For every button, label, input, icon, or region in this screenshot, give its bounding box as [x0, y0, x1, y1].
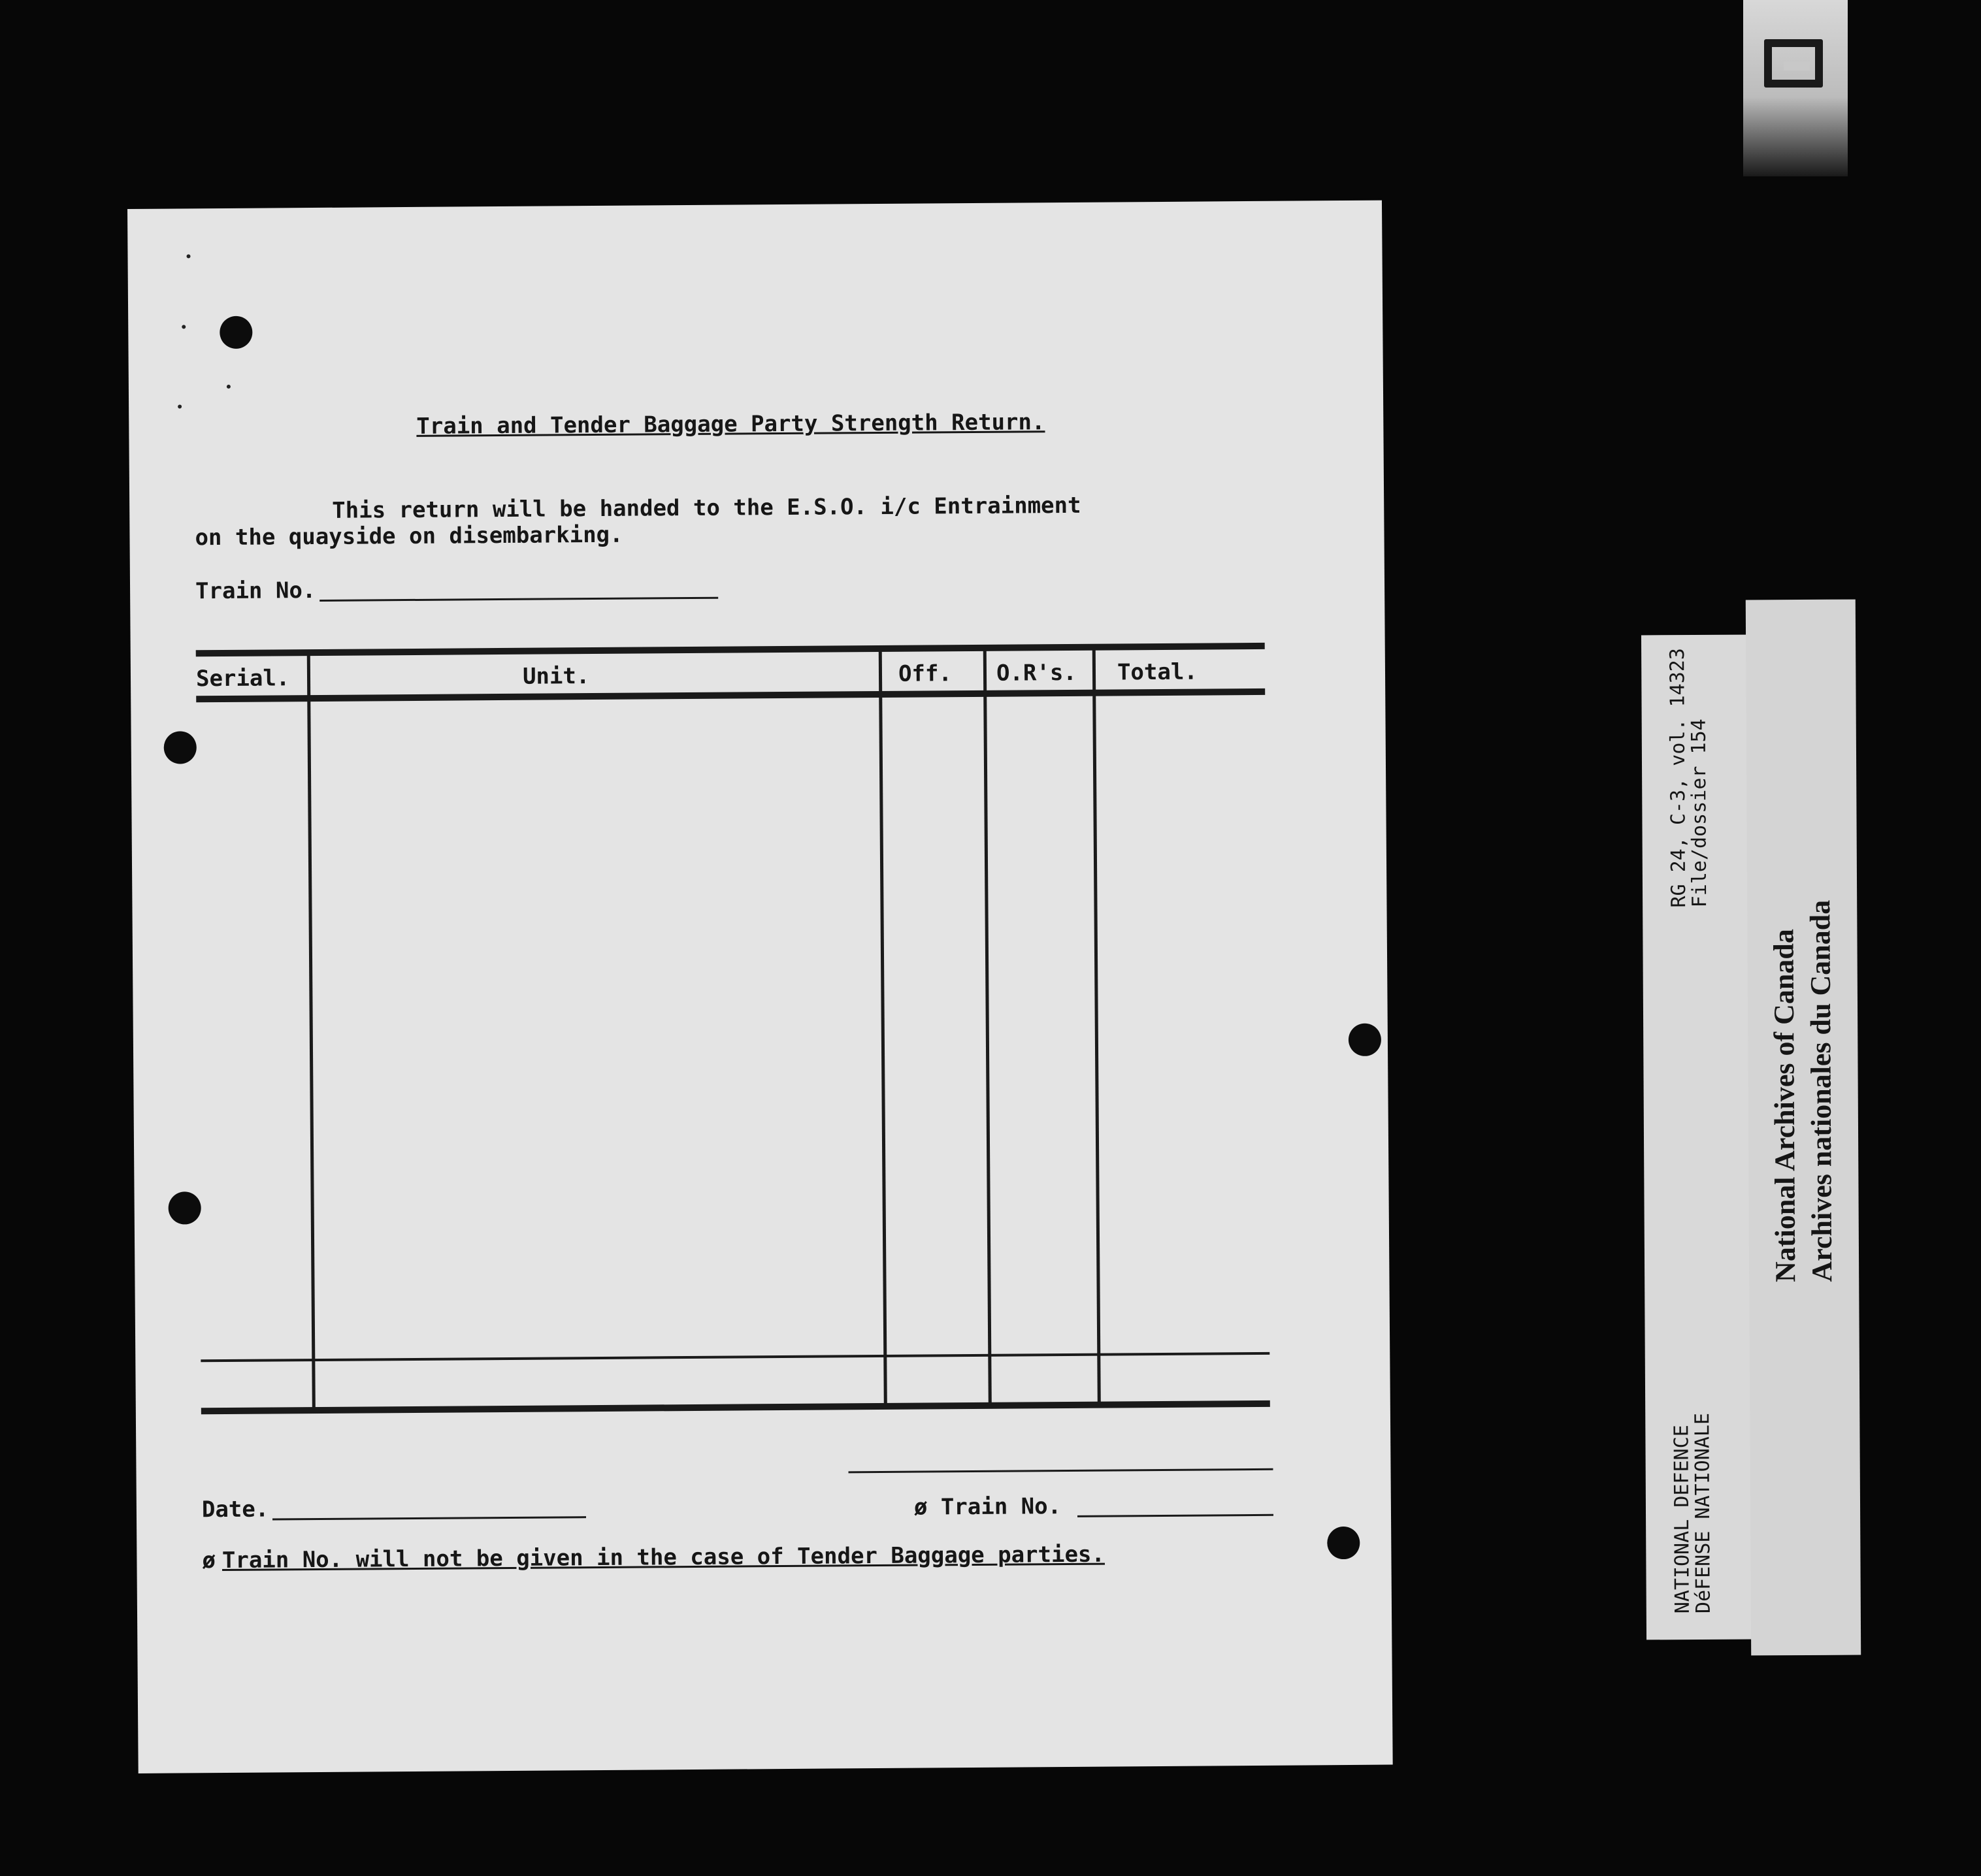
- train-no-label: Train No.: [195, 577, 316, 605]
- speck: [182, 325, 186, 329]
- column-header-ors: O.R's.: [996, 659, 1077, 687]
- frame-number-glyph: [1764, 39, 1823, 88]
- table-top-rule: [196, 643, 1265, 656]
- footnote-text: Train No. will not be given in the case of Tender Baggage parties.: [221, 1541, 1105, 1574]
- instruction-line-1: This return will be handed to the E.S.O. i/c Entrainment: [332, 492, 1081, 524]
- speck: [186, 254, 190, 258]
- column-header-serial: Serial.: [195, 665, 290, 692]
- column-divider: [1092, 647, 1101, 1404]
- table-total-rule: [201, 1352, 1269, 1362]
- punch-hole: [1349, 1024, 1381, 1056]
- train-no-marked-label: [914, 1493, 1061, 1521]
- table-bottom-rule: [201, 1400, 1270, 1414]
- column-divider: [307, 652, 316, 1410]
- table-header-rule: [196, 688, 1265, 702]
- punch-hole: [164, 731, 197, 764]
- column-divider: [983, 647, 992, 1405]
- dagger-mark: ø: [202, 1547, 216, 1574]
- dagger-mark: ø: [913, 1494, 928, 1521]
- archives-name-label: National Archives of Canada Archives nationales du Canada: [1767, 899, 1839, 1283]
- instruction-line-2: on the quayside on disembarking.: [195, 521, 623, 551]
- column-header-off: Off.: [898, 660, 953, 687]
- date-field[interactable]: [272, 1516, 586, 1520]
- train-no-marked-text: Train No.: [940, 1493, 1062, 1521]
- date-label: Date.: [201, 1496, 269, 1523]
- column-divider: [879, 648, 887, 1406]
- form-title: Train and Tender Baggage Party Strength Return.: [416, 409, 1045, 440]
- train-no-marked-field[interactable]: [1077, 1514, 1273, 1517]
- column-header-unit: Unit.: [522, 663, 590, 690]
- department-label: NATIONAL DEFENCE DéFENSE NATIONALE: [1670, 1412, 1715, 1614]
- reference-label: RG 24, C-3, vol. 14323 File/dossier 154: [1666, 648, 1712, 908]
- signature-line[interactable]: [849, 1468, 1273, 1474]
- speck: [178, 404, 182, 408]
- column-header-total: Total.: [1117, 658, 1198, 686]
- archive-reference-strip: [1641, 635, 1754, 1640]
- archives-name-strip: [1746, 600, 1861, 1656]
- punch-hole: [1327, 1527, 1360, 1559]
- form-sheet: [127, 201, 1393, 1773]
- speck: [227, 385, 231, 389]
- train-no-field[interactable]: [319, 597, 718, 602]
- punch-hole: [220, 316, 252, 349]
- footnote: [202, 1542, 1105, 1574]
- punch-hole: [169, 1191, 201, 1224]
- film-frame-marker: [1743, 0, 1848, 176]
